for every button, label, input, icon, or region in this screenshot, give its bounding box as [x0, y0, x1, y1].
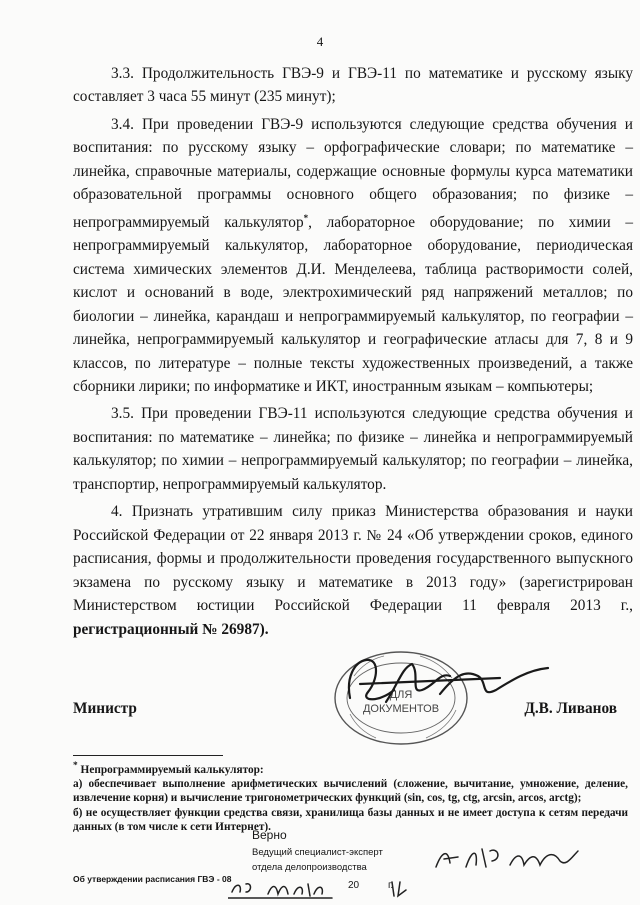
- footnote-item-a: а) обеспечивает выполнение арифметических вычислений (сложение, вычитание, умножение, деление, извлечение корня) и вычисление тригонометрических функций (sin, cos, tg, ctg, arcsin, arcos, arctg);: [73, 778, 628, 805]
- footnote-reference[interactable]: *: [303, 212, 309, 223]
- footnote-marker: *: [73, 761, 78, 771]
- paragraph-3-4-part-1: 3.4. При проведении ГВЭ-9 используются следующие средства обучения и воспитания: по русскому языку – орфографические словари; по математике – линейка, справочные материалы, содержащие основные формулы курса математики образовательной программы основного общего образования; по физике – непрограммируемый калькулятор: [73, 115, 633, 231]
- page-number: 4: [316, 34, 324, 49]
- certification-stamp: [252, 828, 592, 900]
- handwritten-date: [228, 876, 448, 902]
- seal-text-line-2: ДОКУМЕНТОВ: [362, 703, 440, 715]
- signatory-name: Д.В. Ливанов: [524, 700, 617, 717]
- certifier-role-line-1: Ведущий специалист-эксперт: [252, 847, 383, 858]
- paragraph-4-part-1: 4. Признать утратившим силу приказ Министерства образования и науки Российской Федерации от 22 января 2013 г. № 24 «Об утверждении сроков, единого расписания, формы и продолжительности проведения государственного выпускного экзамена по русскому языку и математике в 2013 году» (зарегистрирован Министерством юстиции Российской Федерации 11 февраля 2013 г.,: [73, 503, 633, 615]
- certification-label: Верно: [252, 828, 287, 842]
- paragraph-3-3: 3.3. Продолжительность ГВЭ-9 и ГВЭ-11 по математике и русскому языку составляет 3 часа 55 минут (235 минут);: [73, 65, 633, 106]
- registration-number: регистрационный № 26987).: [73, 620, 269, 638]
- footnote-title: [73, 759, 628, 777]
- minister-signature: [290, 650, 560, 722]
- document-body: [73, 62, 633, 645]
- certifier-role-line-2: отдела делопроизводства: [252, 862, 367, 873]
- date-year-prefix: 20: [348, 880, 360, 891]
- date-year-suffix: г.: [388, 880, 394, 891]
- paragraph-3-4: [73, 113, 633, 399]
- footnote-title-text: Непрограммируемый калькулятор:: [80, 763, 264, 776]
- paragraph-3-5: 3.5. При проведении ГВЭ-11 используются следующие средства обучения и воспитания: по математике – линейка; по физике – линейка и непрограммируемый калькулятор; по химии – непрограммируемый калькулятор; по географии – линейка, транспортир, непрограммируемый калькулятор.: [73, 405, 633, 493]
- footnote: [73, 759, 628, 834]
- document-footer-code: Об утверждении расписания ГВЭ - 08: [73, 874, 232, 884]
- paragraph-4: [73, 500, 633, 641]
- paragraph-3-4-part-2: , лабораторное оборудование; по химии – непрограммируемый калькулятор, лабораторное оборудование, периодическая система химических элементов Д.И. Менделеева, таблица растворимости солей, кислот и оснований в воде, электрохимический ряд напряжений металлов; по биологии – линейка, карандаш и непрограммируемый калькулятор, по географии – линейка, непрограммируемый калькулятор и географические атласы для 7, 8 и 9 классов, по литературе – полные тексты художественных произведений, а также сборники лирики; по информатике и ИКТ, иностранным языкам – компьютеры;: [73, 213, 633, 395]
- signatory-position: Министр: [73, 700, 137, 717]
- footnote-item-b: б) не осуществляет функции средства связи, хранилища базы данных и не имеет доступа к сетям передачи данных (в том числе к сети Интернет).: [73, 806, 628, 833]
- seal-text-line-1: ДЛЯ: [389, 689, 413, 701]
- footnote-divider: [73, 755, 223, 756]
- certifier-signature: [432, 843, 582, 873]
